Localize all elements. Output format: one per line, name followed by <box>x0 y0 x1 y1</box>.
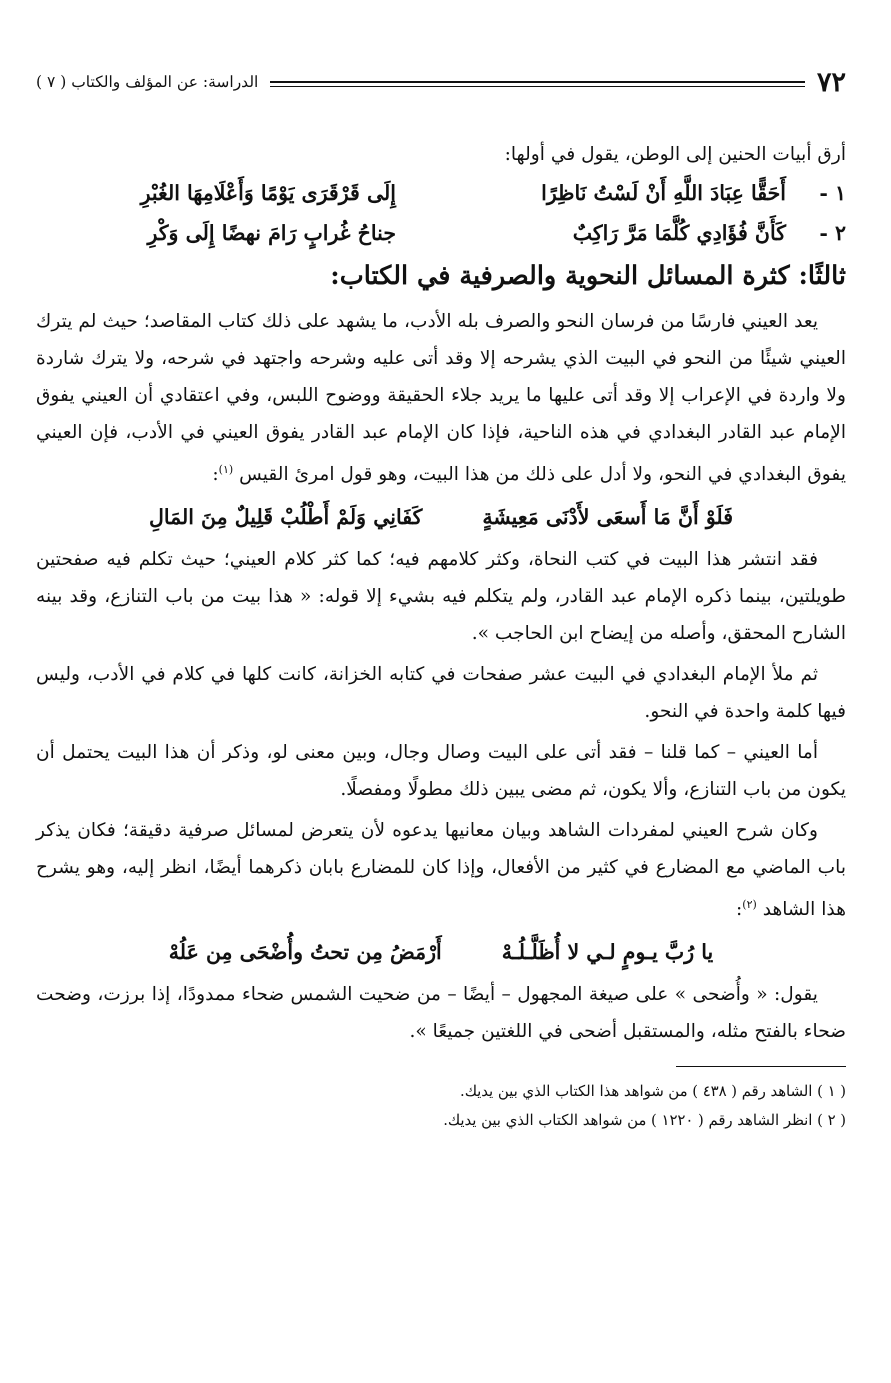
verse-2 <box>36 213 846 253</box>
verse-second-hemistich: جناحُ غُرابٍ رَامَ نهضًا إِلَى وَكْرِ <box>147 221 396 245</box>
footnote-2: ( ٢ ) انظر الشاهد رقم ( ١٢٢٠ ) من شواهد الكتاب الذي بين يديك. <box>443 1112 846 1130</box>
paragraph-text: يعد العيني فارسًا من فرسان النحو والصرف بله الأدب، ما يشهد على ذلك كتاب المقاصد؛ حيث لم يترك العيني شيئًا من النحو في البيت الذي يشرحه إلا وقد أتى عليه وشرحه واجتهد في شرحه، ولا يترك شاردة ولا واردة في الإعراب إلا وقد أتى عليها ما يريد جلاء الحقيقة ووضوح اللبس، وفي اعتقادي أن العيني يفوق الإمام عبد القادر البغدادي في هذه الناحية، فإذا كان الإمام عبد القادر يفوق العيني في الأدب، فإن العيني يفوق البغدادي في النحو، ولا أدل على ذلك من هذا البيت، وهو قول امرئ القيس <box>36 311 846 486</box>
verse-second-hemistich: أَرْمَضُ مِن تحتُ وأُضْحَى مِن عَلُهْ <box>168 940 442 965</box>
running-title: الدراسة: عن المؤلف والكتاب ( ٧ ) <box>36 73 259 91</box>
paragraph-1 <box>36 303 846 493</box>
paragraph-2: فقد انتشر هذا البيت في كتب النحاة، وكثر كلامهم فيه؛ كما كثر كلام العيني؛ حيث تكلم فيه صفحتين طويلتين، بينما ذكره الإمام عبد القادر، ولم يتكلم فيه بشيء إلا قوله: « هذا بيت من باب التنازع، وقد بينه الشارح المحقق، وأصله من إيضاح ابن الحاجب ». <box>36 549 846 645</box>
verse-first-hemistich: أَحَقًّا عِبَادَ اللَّهِ أَنْ لَسْتُ نَاظِرًا <box>541 181 786 205</box>
page-body <box>36 136 846 1050</box>
paragraph-4: أما العيني – كما قلنا – فقد أتى على البيت وصال وجال، وبين معنى لو، وذكر أن هذا البيت يحتمل أن يكون من باب التنازع، وألا يكون، ثم مضى يبين ذلك مطولًا ومفصلًا. <box>36 742 846 801</box>
verse-first-hemistich: كَأَنَّ فُؤَادِي كُلَّمَا مَرَّ رَاكِبٌ <box>572 221 786 245</box>
verse-1 <box>36 173 846 213</box>
paragraph-5 <box>36 812 846 928</box>
verse-number: ١ - <box>819 181 846 205</box>
verse-number: ٢ - <box>819 221 846 245</box>
paragraph-colon: : <box>736 899 743 921</box>
verse-second-hemistich: كَفَانِي وَلَمْ أَطْلُبْ قَلِيلٌ مِنَ المَالِ <box>148 505 423 530</box>
verse-second-hemistich: إِلَى قَرْقَرَى يَوْمًا وَأَعْلَامِهَا الغُبْرِ <box>140 181 396 205</box>
verse-rajaz <box>36 932 846 972</box>
verse-first-hemistich: يا رُبَّ يـومٍ لـي لا أُظَلَّـلُـهْ <box>501 940 714 965</box>
header-rule <box>270 81 805 87</box>
verse-first-hemistich: فَلَوْ أَنَّ مَا أَسعَى لأَدْنَى مَعِيشَةٍ <box>482 505 734 530</box>
footnote-ref: (١) <box>218 463 234 476</box>
footnotes <box>36 1077 846 1135</box>
paragraph-text: وكان شرح العيني لمفردات الشاهد وبيان معانيها يدعوه لأن يتعرض لمسائل صرفية دقيقة؛ فكان يذكر باب الماضي مع المضارع في كثير من الأفعال، وإذا كان للمضارع بابان ذكرهما أيضًا، انظر إليه، وهو يشرح هذا الشاهد <box>36 820 846 921</box>
verse-quoted <box>36 497 846 537</box>
footnote-separator <box>676 1066 846 1067</box>
footnote-ref: (٢) <box>742 898 757 912</box>
section-heading: ثالثًا: كثرة المسائل النحوية والصرفية في الكتاب: <box>330 261 846 291</box>
paragraph-6: يقول: « وأُضحى » على صيغة المجهول – أيضًا – من ضحيت الشمس ضحاء ممدودًا، إذا برزت، وضحت ضحاء بالفتح مثله، والمستقبل أضحى في اللغتين جميعًا ». <box>36 984 846 1043</box>
page-number: ٧٢ <box>816 66 846 98</box>
intro-line: أرق أبيات الحنين إلى الوطن، يقول في أولها: <box>504 144 846 165</box>
book-page <box>36 58 846 1135</box>
page-header <box>36 58 846 106</box>
paragraph-3: ثم ملأ الإمام البغدادي في البيت عشر صفحات في كتابه الخزانة، كانت كلها في كلام في الأدب، وليس فيها كلمة واحدة في النحو. <box>36 664 846 723</box>
paragraph-colon: : <box>212 464 219 486</box>
footnote-1: ( ١ ) الشاهد رقم ( ٤٣٨ ) من شواهد هذا الكتاب الذي بين يديك. <box>460 1083 846 1101</box>
